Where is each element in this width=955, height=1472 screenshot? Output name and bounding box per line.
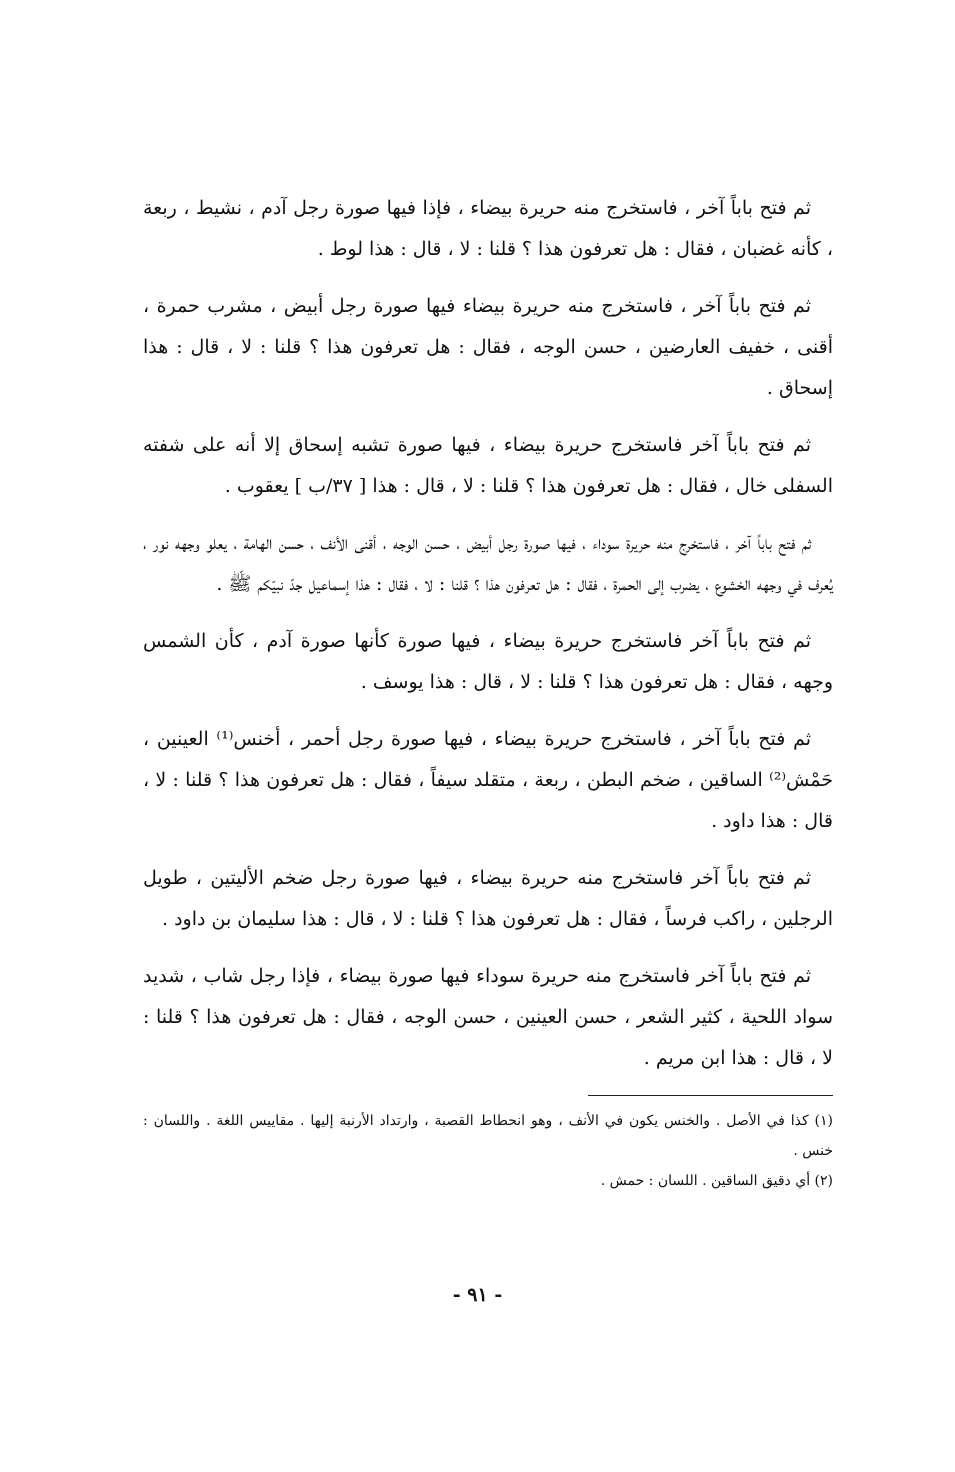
paragraph-ibn-maryam: ثم فتح باباً آخر فاستخرج منه حريرة سوداء فيها صورة بيضاء ، فإذا رجل شاب ، شديد سواد اللحية ، كثير الشعر ، حسن العينين ، حسن الوجه ، فقال : هل تعرفون هذا ؟ قلنا : لا ، قال : هذا ابن مريم .	[143, 965, 833, 1069]
paragraph-dawud: ثم فتح باباً آخر ، فاستخرج حريرة بيضاء ، فيها صورة رجل أحمر ، أخنس⁽¹⁾ العينين ، حَمْش⁽²⁾ الساقين ، ضخم البطن ، ربعة ، متقلد سيفاً ، فقال : هل تعرفون هذا ؟ قلنا : لا ، قال : هذا داود .	[143, 728, 833, 832]
paragraph-sulayman: ثم فتح باباً آخر فاستخرج منه حريرة بيضاء ، فيها صورة رجل ضخم الأليتين ، طويل الرجلين ، راكب فرساً ، فقال : هل تعرفون هذا ؟ قلنا : لا ، قال : هذا سليمان بن داود .	[143, 867, 833, 930]
footnote-2: (٢) أي دقيق الساقين . اللسان : حمش .	[600, 1173, 833, 1189]
paragraph-lot: ثم فتح باباً آخر ، فاستخرج منه حريرة بيضاء ، فإذا فيها صورة رجل آدم ، نشيط ، ربعة ، كأنه غضبان ، فقال : هل تعرفون هذا ؟ قلنا : لا ، قال : هذا لوط .	[143, 197, 833, 260]
paragraph-yusuf: ثم فتح باباً آخر فاستخرج حريرة بيضاء ، فيها صورة كأنها صورة آدم ، كأن الشمس وجهه ، فقال : هل تعرفون هذا ؟ قلنا : لا ، قال : هذا يوسف .	[143, 630, 833, 693]
paragraph-yaqub: ثم فتح باباً آخر فاستخرج حريرة بيضاء ، فيها صورة تشبه إسحاق إلا أنه على شفته السفلى خال ، فقال : هل تعرفون هذا ؟ قلنا : لا ، قال : هذا [ ٣٧/ب ] يعقوب .	[143, 434, 833, 497]
page-body	[143, 188, 833, 1196]
page-number: - ٩١ -	[452, 1284, 503, 1306]
paragraph-ishaq: ثم فتح باباً آخر ، فاستخرج منه حريرة بيضاء فيها صورة رجل أبيض ، مشرب حمرة ، أقنى ، خفيف العارضين ، حسن الوجه ، فقال : هل تعرفون هذا ؟ قلنا : لا ، قال : هذا إسحاق .	[143, 295, 834, 399]
paragraph-ismail: ثم فتح باباً آخر ، فاستخرج منه حريرة سوداء ، فيها صورة رجل أبيض ، حسن الوجه ، أقنى الأنف ، حسن الهامة ، يعلو وجهه نور ، يُعرف في وجهه الخشوع ، يضرب إلى الحمرة ، فقال : هل تعرفون هذا ؟ قلنا : لا ، فقال : هذا إسماعيل جدّ نبيّكم ﷺ .	[143, 532, 833, 595]
footnote-separator	[588, 1095, 833, 1096]
footnote-1: (١) كذا في الأصل . والخنس يكون في الأنف ، وهو انحطاط القصبة ، وارتداد الأرنبة إليها . مقاييس اللغة . واللسان : خنس .	[143, 1113, 833, 1159]
